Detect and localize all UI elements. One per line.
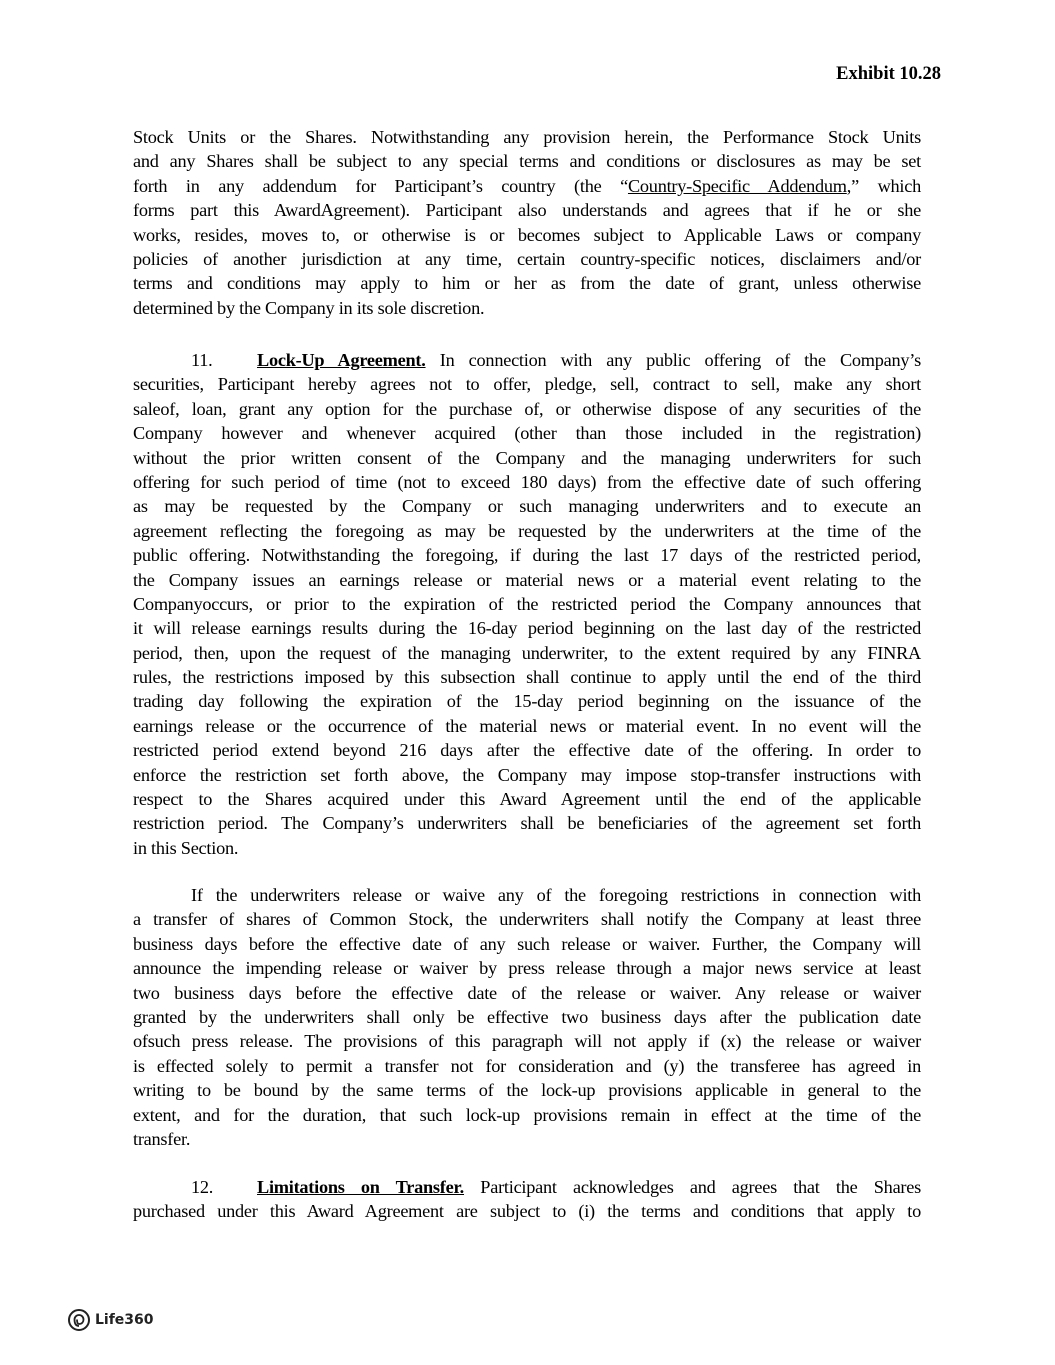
text-line: writing to be bound by the same terms of the lock-up provisions applicable in general to the xyxy=(133,1080,921,1101)
company-logo xyxy=(67,1308,154,1332)
text-line: If the underwriters release or waive any of the foregoing restrictions in connection with xyxy=(191,885,921,905)
defined-term: Country-Specific Addendum xyxy=(627,175,847,196)
text-line: period, then, upon the request of the managing underwriter, to the extent required by any FINRA xyxy=(133,642,921,663)
text-line: granted by the underwriters shall only be effective two business days after the publication date xyxy=(133,1006,921,1027)
text-line: it will release earnings results during the 16-day period beginning on the last day of the restricted xyxy=(133,618,921,639)
text-line: Companyoccurs, or prior to the expiration of the restricted period the Company announces that xyxy=(133,593,921,614)
section-heading: Lock-Up Agreement. xyxy=(257,350,426,370)
section-12 xyxy=(133,1175,921,1224)
section-heading-line: 11. Lock-Up Agreement. In connection with any public offering of the Company’s xyxy=(133,348,921,372)
section-number: 12. xyxy=(191,1177,214,1197)
text-line: is effected solely to permit a transfer not for consideration and (y) the transferee has agreed in xyxy=(133,1055,921,1076)
section-number: 11. xyxy=(191,350,213,370)
text-line: rules, the restrictions imposed by this subsection shall continue to apply until the end of the third xyxy=(133,667,921,688)
text-line: as may be requested by the Company or such managing underwriters and to execute an xyxy=(133,496,921,517)
text-line: the Company issues an earnings release or material news or a material event relating to the xyxy=(133,569,921,590)
logo-text: Life360 xyxy=(95,1312,154,1328)
text-line: determined by the Company in its sole discretion. xyxy=(133,297,485,318)
text-line: two business days before the effective date of the release or waiver. Any release or waiver xyxy=(133,982,921,1003)
text-line: public offering. Notwithstanding the foregoing, if during the last 17 days of the restricted period, xyxy=(133,545,921,566)
section-heading-line: 12. Limitations on Transfer. Participant acknowledges and agrees that the Shares xyxy=(133,1175,921,1199)
text-line: in this Section. xyxy=(133,837,239,858)
section-11 xyxy=(133,348,921,860)
text-line: a transfer of shares of Common Stock, the underwriters shall notify the Company at least three xyxy=(133,909,921,930)
text-line: Stock Units or the Shares. Notwithstanding any provision herein, the Performance Stock Units xyxy=(133,127,921,147)
text-line: agreement reflecting the foregoing as may be requested by the underwriters at the time of the xyxy=(133,520,921,541)
text-line: restriction period. The Company’s underwriters shall be beneficiaries of the agreement set forth xyxy=(133,813,921,834)
section-heading: Limitations on Transfer. xyxy=(257,1177,465,1197)
text-line: purchased under this Award Agreement are subject to (i) the terms and conditions that apply to xyxy=(133,1201,921,1222)
text-line: forms part this AwardAgreement). Participant also understands and agrees that if he or she xyxy=(133,200,921,221)
text-line: offering for such period of time (not to exceed 180 days) from the effective date of such offering xyxy=(133,471,921,492)
life360-logo-icon xyxy=(67,1308,91,1332)
text-line: and any Shares shall be subject to any special terms and conditions or disclosures as may be set xyxy=(133,151,921,172)
text-line: extent, and for the duration, that such lock-up provisions remain in effect at the time of the xyxy=(133,1104,921,1125)
text-line: respect to the Shares acquired under this Award Agreement until the end of the applicable xyxy=(133,789,921,810)
paragraph-continuation xyxy=(133,125,921,320)
text-line: transfer. xyxy=(133,1128,191,1149)
exhibit-number: Exhibit 10.28 xyxy=(836,64,941,84)
text-line: earnings release or the occurrence of the material news or material event. In no event will the xyxy=(133,715,921,736)
text-line: policies of another jurisdiction at any time, certain country-specific notices, disclaimers and/or xyxy=(133,248,921,269)
text-line: enforce the restriction set forth above, the Company may impose stop-transfer instructions with xyxy=(133,764,921,785)
text-line: works, resides, moves to, or otherwise is or becomes subject to Applicable Laws or company xyxy=(133,224,921,245)
text-line: saleof, loan, grant any option for the purchase of, or otherwise dispose of any securities of the xyxy=(133,398,921,419)
text-line: securities, Participant hereby agrees not to offer, pledge, sell, contract to sell, make any short xyxy=(133,374,921,395)
section-11-paragraph-2 xyxy=(133,883,921,1151)
text-line: Company however and whenever acquired (other than those included in the registration) xyxy=(133,423,921,444)
text-line: ofsuch press release. The provisions of this paragraph will not apply if (x) the release or waiver xyxy=(133,1031,921,1052)
text-line: restricted period extend beyond 216 days after the effective date of the offering. In order to xyxy=(133,740,921,761)
text-line: without the prior written consent of the Company and the managing underwriters for such xyxy=(133,447,921,468)
text-line: trading day following the expiration of the 15-day period beginning on the issuance of the xyxy=(133,691,921,712)
text-line: forth in any addendum for Participant’s country (the “Country-Specific Addendum,” which xyxy=(133,175,921,196)
text-line: terms and conditions may apply to him or her as from the date of grant, unless otherwise xyxy=(133,273,921,294)
text-line: business days before the effective date of any such release or waiver. Further, the Company will xyxy=(133,933,921,954)
text-line: announce the impending release or waiver by press release through a major news service at least xyxy=(133,958,921,979)
